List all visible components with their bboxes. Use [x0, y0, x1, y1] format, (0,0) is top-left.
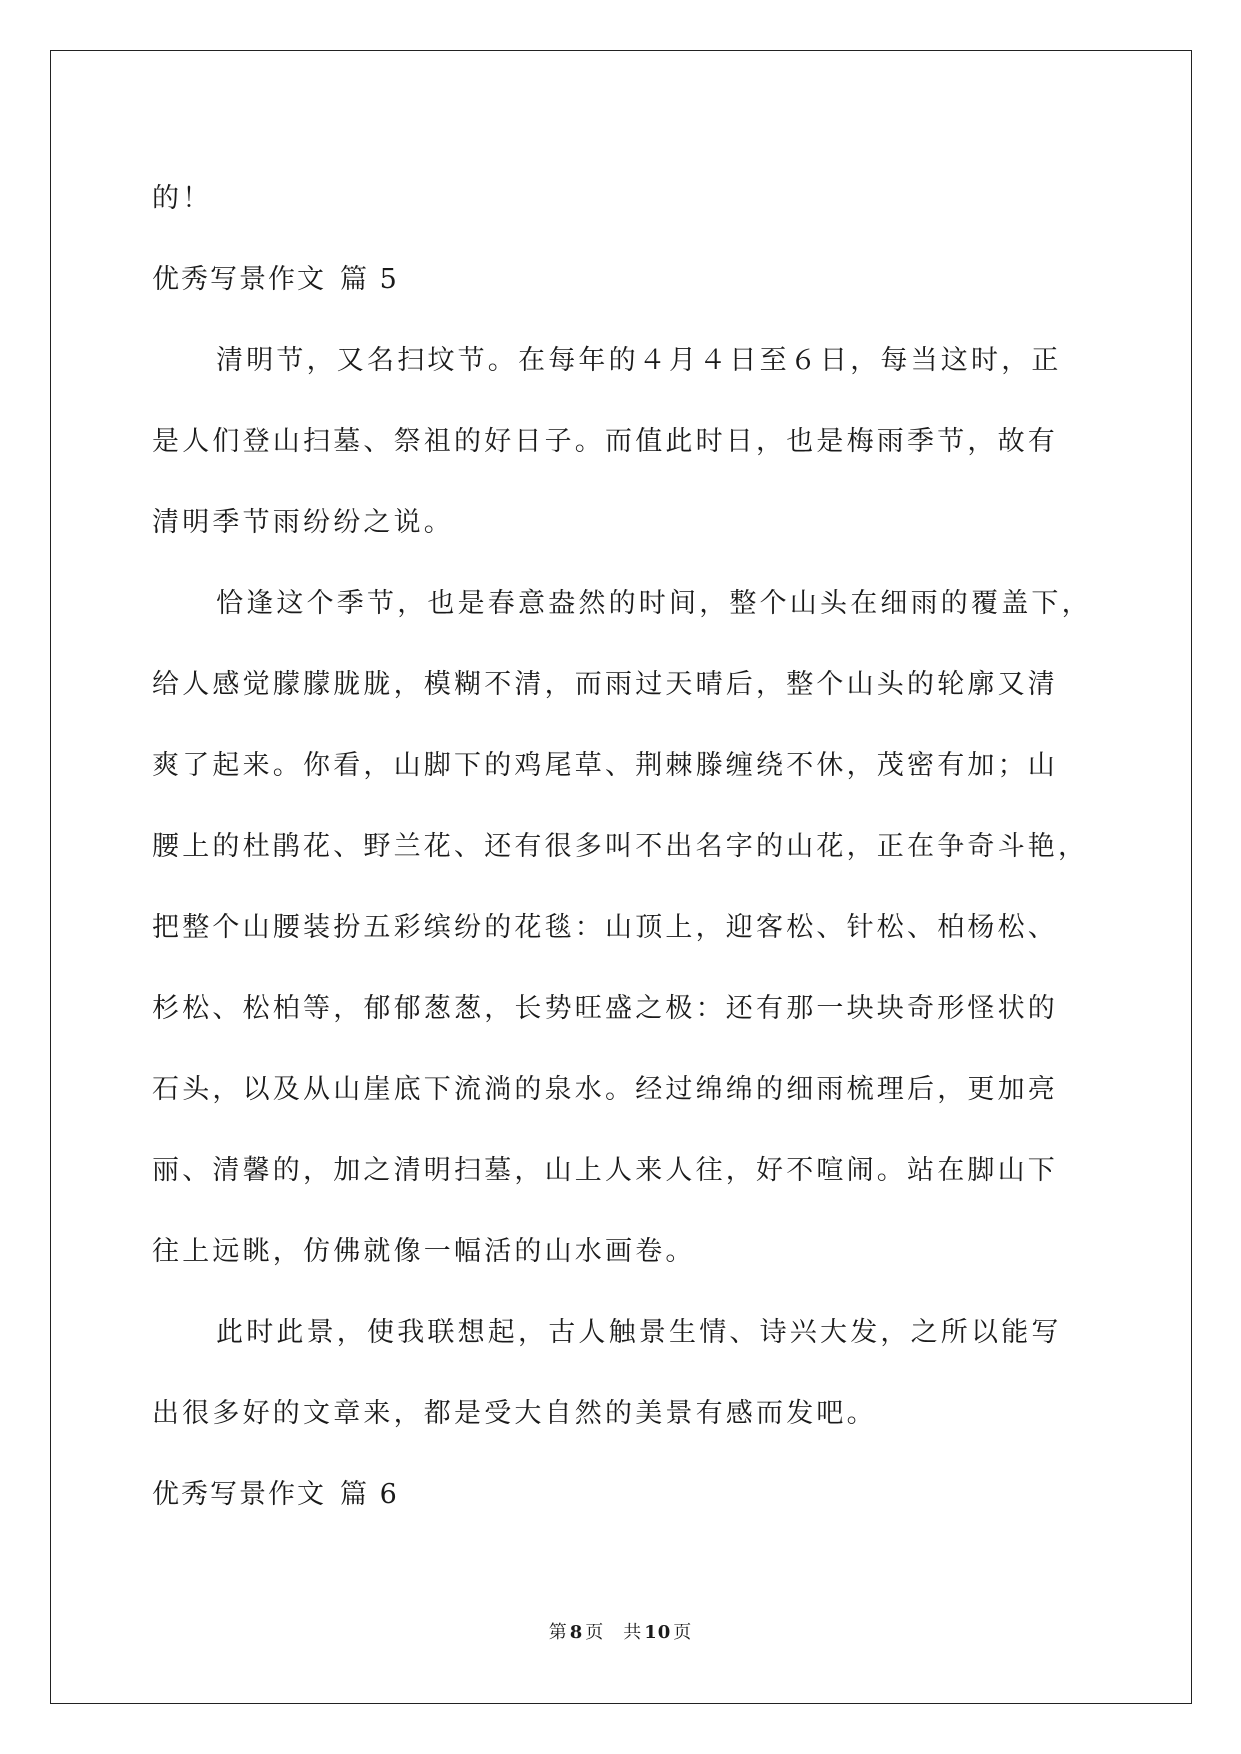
heading-number: 篇 6: [340, 1479, 399, 1510]
paragraph-start-line: 恰逢这个季节，也是春意盎然的时间，整个山头在细雨的覆盖下，: [216, 588, 1092, 619]
heading-title: 优秀写景作文: [152, 264, 326, 295]
text-line: 的！: [152, 183, 213, 214]
footer-prefix: 第: [548, 1622, 568, 1643]
page-footer: [0, 1618, 1241, 1644]
text-line: 是人们登山扫墓、祭祖的好日子。而值此时日，也是梅雨季节，故有: [152, 426, 1058, 457]
paragraph-start-line: 此时此景，使我联想起，古人触景生情、诗兴大发，之所以能写: [216, 1317, 1062, 1348]
text-line: 石头，以及从山崖底下流淌的泉水。经过绵绵的细雨梳理后，更加亮: [152, 1074, 1058, 1105]
text-line: 给人感觉朦朦胧胧，模糊不清，而雨过天晴后，整个山头的轮廓又清: [152, 669, 1058, 700]
section-heading: [152, 239, 1092, 320]
current-page-number: 8: [569, 1622, 584, 1643]
text-line: 腰上的杜鹃花、野兰花、还有很多叫不出名字的山花，正在争奇斗艳，: [152, 831, 1089, 862]
document-body: [152, 158, 1092, 1535]
section-heading: [152, 1454, 1092, 1535]
text-line: 丽、清馨的，加之清明扫墓，山上人来人往，好不喧闹。站在脚山下: [152, 1155, 1058, 1186]
text-line: 爽了起来。你看，山脚下的鸡尾草、荆棘滕缠绕不休，茂密有加；山: [152, 750, 1058, 781]
text-line: 清明季节雨纷纷之说。: [152, 507, 454, 538]
heading-number: 篇 5: [340, 264, 399, 295]
footer-middle: 页 共: [585, 1622, 643, 1643]
text-line: 出很多好的文章来，都是受大自然的美景有感而发吧。: [152, 1398, 877, 1429]
footer-suffix: 页: [673, 1622, 693, 1643]
heading-title: 优秀写景作文: [152, 1479, 326, 1510]
paragraph-start-line: 清明节，又名扫坟节。在每年的４月４日至６日，每当这时，正: [216, 345, 1062, 376]
text-line: 把整个山腰装扮五彩缤纷的花毯：山顶上，迎客松、针松、柏杨松、: [152, 912, 1058, 943]
total-page-number: 10: [644, 1622, 672, 1643]
text-line: 往上远眺，仿佛就像一幅活的山水画卷。: [152, 1236, 696, 1267]
text-line: 杉松、松柏等，郁郁葱葱，长势旺盛之极：还有那一块块奇形怪状的: [152, 993, 1058, 1024]
